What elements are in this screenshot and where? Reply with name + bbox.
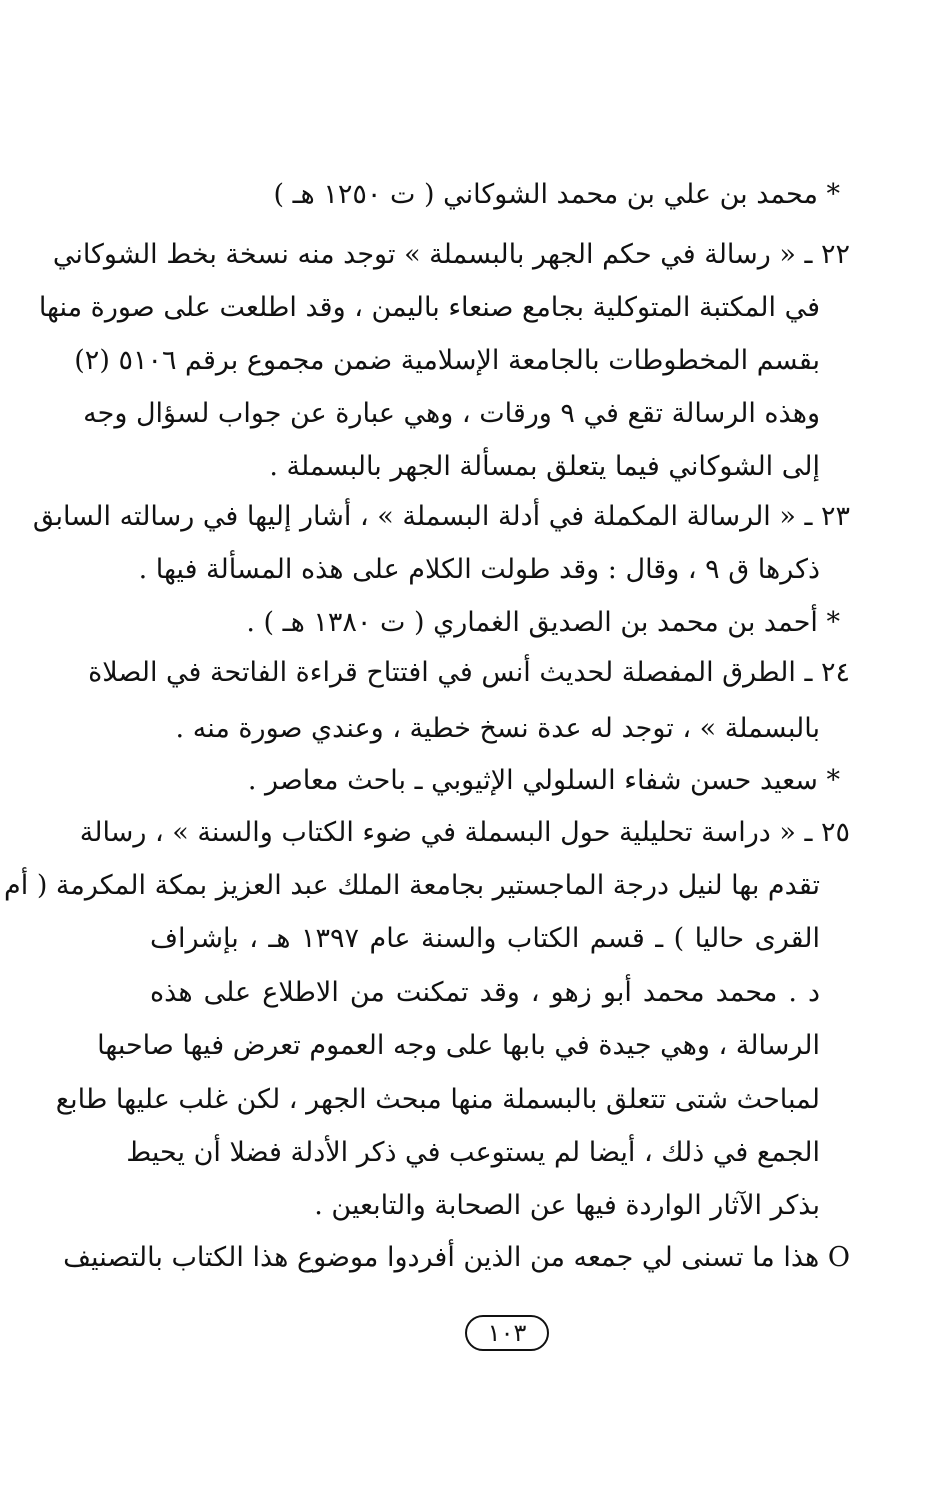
author-heading-shawkani: * محمد بن علي بن محمد الشوكاني ( ت ١٢٥٠ هـ ) [273, 179, 840, 210]
entry-24-line-2: بالبسملة » ، توجد له عدة نسخ خطية ، وعندي صورة منه . [175, 713, 820, 744]
entry-22-line-5: إلى الشوكاني فيما يتعلق بمسألة الجهر بالبسملة . [269, 451, 820, 482]
entry-22-line-4: وهذه الرسالة تقع في ٩ ورقات ، وهي عبارة عن جواب لسؤال وجه [83, 398, 820, 429]
entry-23-line-1: ٢٣ ـ « الرسالة المكملة في أدلة البسملة » ، أشار إليها في رسالته السابق [32, 501, 850, 532]
author-heading-saluli: * سعيد حسن شفاء السلولي الإثيوبي ـ باحث معاصر . [247, 765, 840, 796]
entry-25-line-5: الرسالة ، وهي جيدة في بابها على وجه العموم تعرض فيها صاحبها [97, 1030, 820, 1061]
page-number [465, 1315, 549, 1351]
entry-25-line-8: بذكر الآثار الواردة فيها عن الصحابة والتابعين . [314, 1190, 820, 1221]
entry-24-line-1: ٢٤ ـ الطرق المفصلة لحديث أنس في افتتاح قراءة الفاتحة في الصلاة [88, 657, 850, 688]
entry-22-line-1: ٢٢ ـ « رسالة في حكم الجهر بالبسملة » توجد منه نسخة بخط الشوكاني [52, 239, 850, 270]
page-number-text: ١٠٣ [487, 1319, 527, 1347]
closing-remark: O هذا ما تسنى لي جمعه من الذين أفردوا موضوع هذا الكتاب بالتصنيف [63, 1242, 850, 1273]
entry-25-line-2: تقدم بها لنيل درجة الماجستير بجامعة الملك عبد العزيز بمكة المكرمة ( أم [4, 870, 820, 901]
entry-25-line-4: د . محمد محمد أبو زهو ، وقد تمكنت من الاطلاع على هذه [150, 977, 820, 1008]
entry-25-line-6: لمباحث شتى تتعلق بالبسملة منها مبحث الجهر ، لكن غلب عليها طابع [55, 1084, 820, 1115]
entry-22-line-3: بقسم المخطوطات بالجامعة الإسلامية ضمن مجموع برقم ٥١٠٦ (٢) [74, 345, 820, 376]
entry-23-line-2: ذكرها ق ٩ ، وقال : وقد طولت الكلام على هذه المسألة فيها . [138, 554, 820, 585]
entry-25-line-3: القرى حاليا ) ـ قسم الكتاب والسنة عام ١٣٩٧ هـ ، بإشراف [150, 923, 820, 954]
entry-25-line-1: ٢٥ ـ « دراسة تحليلية حول البسملة في ضوء الكتاب والسنة » ، رسالة [79, 817, 850, 848]
author-heading-ghumari: * أحمد بن محمد بن الصديق الغماري ( ت ١٣٨٠ هـ ) . [246, 607, 840, 638]
entry-25-line-7: الجمع في ذلك ، أيضا لم يستوعب في ذكر الأدلة فضلا أن يحيط [126, 1137, 820, 1168]
entry-22-line-2: في المكتبة المتوكلية بجامع صنعاء باليمن ، وقد اطلعت على صورة منها [38, 292, 820, 323]
